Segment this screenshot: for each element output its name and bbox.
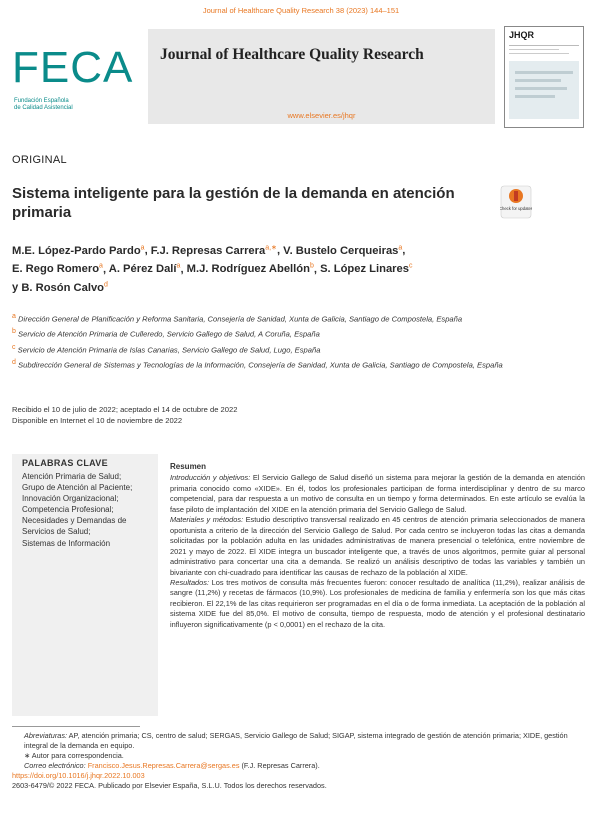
abbreviations-note: Abreviaturas: AP, atención primaria; CS, centro de salud; SERGAS, Servicio Gallego de Salud; SIGAP, sistema integrado de gestión de atención primaria; XIDE, gestión integral de la demanda en equipo. (24, 731, 568, 750)
journal-banner (148, 29, 495, 124)
affiliation: $^a$ Dirección General de Planificación y Reforma Sanitaria, Consejería de Sanidad, Xunta de Galicia, Santiago de Compostela, España (12, 313, 463, 324)
abstract-intro: Introducción y objetivos: El Servicio Gallego de Salud diseñó un sistema para mejorar la gestión de la demanda en atención primaria conocido como «XIDE». En él, todos los profesionales participan de forma interdisciplinar y dentro de su marco competencial, para dar respuesta a un motivo de consulta en un tiempo y forma determinados. En este artículo se evalúa la fase piloto de implantación del XIDE en la atención primaria del Servicio Gallego de Salud. (170, 473, 585, 514)
crossmark-label: Check for updates (500, 206, 532, 211)
article-dates (12, 404, 237, 426)
article-title: Sistema inteligente para la gestión de la demanda en atención primaria (12, 185, 455, 221)
keyword: Grupo de Atención al Paciente; (22, 483, 133, 493)
footnote-divider (12, 726, 140, 727)
abstract-heading: Resumen (170, 462, 207, 471)
keyword: Innovación Organizacional; (22, 494, 119, 504)
affiliation: $^c$ Servicio de Atención Primaria de Islas Canarias, Servicio Gallego de Salud, Lugo, España (12, 343, 321, 355)
keyword: Competencia Profesional; (22, 505, 114, 515)
author: M.E. López-Pardo Pardo$^a$ (12, 244, 145, 257)
logo-subtitle-line1: Fundación Española (14, 98, 69, 104)
copyright-note: 2603-6479/© 2022 FECA. Publicado por Elsevier España, S.L.U. Todos los derechos reservados. (12, 781, 327, 790)
doi-link[interactable]: https://doi.org/10.1016/j.jhqr.2022.10.003 (12, 771, 145, 780)
author: B. Rosón Calvo$^d$ (21, 281, 108, 295)
section-label: ORIGINAL (12, 154, 67, 166)
journal-url-link[interactable]: www.elsevier.es/jhqr (287, 111, 356, 120)
affiliation: $^d$ Subdirección General de Sistemas y Tecnologías de la Información, Consejería de Sanidad, Xunta de Galicia, Santiago de Compostela, España (12, 358, 503, 370)
email-link[interactable]: Francisco.Jesus.Represas.Carrera@sergas.es (87, 761, 240, 770)
keyword: Atención Primaria de Salud; (22, 472, 122, 481)
logo-subtitle-line2: de Calidad Asistencial (14, 105, 73, 111)
received-date: Recibido el 10 de julio de 2022; aceptado el 14 de octubre de 2022 (12, 405, 238, 414)
abstract (170, 462, 585, 630)
feca-logo-subtitle (14, 98, 73, 112)
affiliation: $^b$ Servicio de Atención Primaria de Culleredo, Servicio Gallego de Salud, A Coruña, España (12, 328, 320, 339)
author: V. Bustelo Cerqueiras$^a$ (283, 244, 403, 257)
keyword: Sistemas de Información (22, 538, 111, 548)
keyword: Necesidades y Demandas de Servicios de Salud; (22, 516, 127, 537)
corresponding-author-note: ∗ Autor para correspondencia. (24, 751, 124, 760)
author: E. Rego Romero$^a$ (12, 262, 103, 276)
affiliations (12, 312, 584, 373)
feca-logo-text: FECA (12, 43, 134, 92)
author: M.J. Rodríguez Abellón$^b$ (186, 262, 314, 276)
abstract-results: Resultados: Los tres motivos de consulta más frecuentes fueron: conocer resultado de analítica (11,2%), realizar análisis de sangre (11,2%) y recetas de fármacos (10,9%). Los profesionales de medicina de familia y enfermería son los que más citas recibieron. El 22,1% de las citas requirieron ser programadas en el día o de forma inmediata. La aceptación de la población al sistema XIDE fue del 85,0%. El motivo de consulta, tiempo de respuesta, modo de atención y el profesional destinatario influyeron significativamente (p < 0,0001) en el rechazo de la cita. (170, 577, 585, 629)
keywords-heading: PALABRAS CLAVE (22, 458, 108, 468)
available-date: Disponible en Internet el 10 de noviembre de 2022 (12, 416, 183, 425)
email-note: Correo electrónico: Francisco.Jesus.Represas.Carrera@sergas.es (F.J. Represas Carrera). (24, 761, 320, 770)
journal-name: Journal of Healthcare Quality Research (160, 46, 424, 63)
author-list: M.E. López-Pardo Pardo$^a$, F.J. Represas Carrera$^{a,∗}$, V. Bustelo Cerqueiras$^a$, E. Rego Romero$^a$, A. Pérez Dalí$^a$, M.J. Rodríguez Abellón$^b$, S. López Linares$^c$ y B. Rosón Calvo$^d$ (12, 244, 413, 295)
author: F.J. Represas Carrera$^{a,∗}$ (150, 244, 277, 257)
author: S. López Linares$^c$ (320, 262, 413, 276)
journal-reference: Journal of Healthcare Quality Research 38 (2023) 144–151 (202, 6, 400, 15)
cover-title: JHQR (509, 30, 535, 40)
journal-cover-thumbnail (504, 26, 584, 128)
abstract-methods: Materiales y métodos: Estudio descriptivo transversal realizado en 45 centros de atención primaria seleccionados de manera oportunista a criterio de la dirección del Servicio Gallego de Salud. Por cada centro se incluyeron todas las citas a demanda solicitadas por la población adulta en las unidades administrativas de manera presencial o telefónica, entre noviembre de 2021 y mayo de 2022. El XIDE integra un buscador inteligente que, a través de unos algoritmos, permite guiar al personal administrativo para concertar una cita a demanda. Se realizó un análisis descriptivo de todas las variables y también un bivariante con chi-cuadrado para identificar las causas de rechazo de la población al XIDE. (170, 515, 586, 577)
keywords-list (22, 471, 152, 549)
author: A. Pérez Dalí$^a$ (108, 262, 181, 276)
footnotes (12, 731, 584, 791)
check-for-updates-badge[interactable] (500, 185, 532, 219)
